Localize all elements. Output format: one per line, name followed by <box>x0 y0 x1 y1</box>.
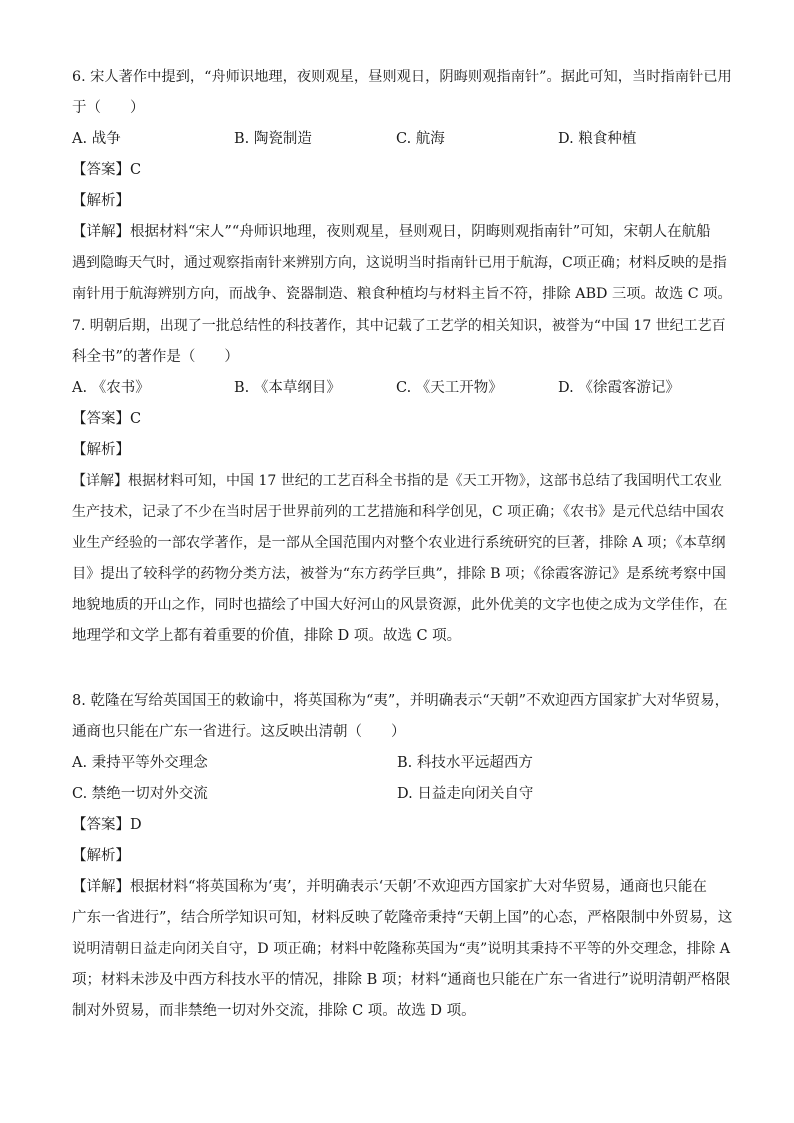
analysis-label: 【解析】 <box>72 193 130 209</box>
detail-explanation <box>72 217 732 310</box>
option-b: B. 《本草纲目》 <box>234 380 341 396</box>
question-6-stem-line-2: 于（ ） <box>72 100 145 116</box>
detail-line: 说明清朝日益走向闭关自守，D 项正确；材料中乾隆称英国为“夷”说明其秉持不平等的外交理念，排除 A <box>72 941 731 957</box>
detail-line: 生产技术，记录了不少在当时居于世界前列的工艺措施和科学创见，C 项正确；《农书》是元代总结中国农 <box>72 504 725 520</box>
question-6-options <box>72 124 732 155</box>
question-8 <box>72 686 732 1027</box>
question-6-stem-line-1: 6. 宋人著作中提到，“舟师识地理，夜则观星，昼则观日，阴晦则观指南针”。据此可知，当时指南针已用 <box>72 69 732 85</box>
option-c: C. 航海 <box>396 131 445 147</box>
detail-line: 业生产经验的一部农学著作，是一部从全国范围内对整个农业进行系统研究的巨著，排除 A 项；《本草纲 <box>72 535 726 551</box>
option-c: C. 《天工开物》 <box>396 380 503 396</box>
detail-explanation <box>72 466 732 652</box>
option-b: B. 陶瓷制造 <box>234 131 312 147</box>
option-a: A. 《农书》 <box>72 380 150 396</box>
option-a: A. 秉持平等外交理念 <box>72 755 208 771</box>
detail-line: 项；材料未涉及中西方科技水平的情况，排除 B 项；材料“通商也只能在广东一省进行”说明清朝严格限 <box>72 972 731 988</box>
analysis-label: 【解析】 <box>72 442 130 458</box>
question-8-stem-line-1: 8. 乾隆在写给英国国王的敕谕中，将英国称为“夷”，并明确表示“天朝”不欢迎西方国家扩大对华贸易， <box>72 693 730 709</box>
detail-line: 地貌地质的开山之作，同时也描绘了中国大好河山的风景资源，此外优美的文字也使之成为文学佳作，在 <box>72 597 728 613</box>
detail-line: 目》提出了较科学的药物分类方法，被誉为“东方药学巨典”，排除 B 项；《徐霞客游记》是系统考察中国 <box>72 566 726 582</box>
detail-line: 【详解】根据材料“宋人”“舟师识地理，夜则观星，昼则观日，阴晦则观指南针”可知，宋朝人在航船 <box>72 224 711 240</box>
question-8-options-row-1 <box>72 748 732 779</box>
option-b: B. 科技水平远超西方 <box>397 755 533 771</box>
detail-line: 制对外贸易，而非禁绝一切对外交流，排除 C 项。故选 D 项。 <box>72 1003 476 1019</box>
option-d: D. 粮食种植 <box>558 131 637 147</box>
question-7 <box>72 311 732 652</box>
option-d: D. 日益走向闭关自守 <box>397 786 534 802</box>
option-a: A. 战争 <box>72 131 121 147</box>
detail-line: 【详解】根据材料“将英国称为‘夷’，并明确表示‘天朝’不欢迎西方国家扩大对华贸易，通商也只能在 <box>72 879 707 895</box>
answer: 【答案】C <box>72 411 142 427</box>
question-7-stem-line-2: 科全书”的著作是（ ） <box>72 349 239 365</box>
detail-explanation <box>72 872 732 1027</box>
question-7-stem-line-1: 7. 明朝后期，出现了一批总结性的科技著作，其中记载了工艺学的相关知识，被誉为“中国 17 世纪工艺百 <box>72 318 726 334</box>
detail-line: 地理学和文学上都有着重要的价值，排除 D 项。故选 C 项。 <box>72 628 462 644</box>
question-6 <box>72 62 732 310</box>
question-8-stem-line-2: 通商也只能在广东一省进行。这反映出清朝（ ） <box>72 724 406 740</box>
option-d: D. 《徐霞客游记》 <box>558 380 680 396</box>
detail-line: 广东一省进行”，结合所学知识可知，材料反映了乾隆帝秉持“天朝上国”的心态，严格限制中外贸易，这 <box>72 910 733 926</box>
question-7-options <box>72 373 732 404</box>
answer: 【答案】C <box>72 162 142 178</box>
answer: 【答案】D <box>72 817 142 833</box>
detail-line: 南针用于航海辨别方向，而战争、瓷器制造、粮食种植均与材料主旨不符，排除 ABD 三项。故选 C 项。 <box>72 286 732 302</box>
option-c: C. 禁绝一切对外交流 <box>72 786 208 802</box>
analysis-label: 【解析】 <box>72 848 130 864</box>
detail-line: 遇到隐晦天气时，通过观察指南针来辨别方向，这说明当时指南针已用于航海，C项正确；材料反映的是指 <box>72 255 727 271</box>
question-8-options-row-2 <box>72 779 732 810</box>
detail-line: 【详解】根据材料可知，中国 17 世纪的工艺百科全书指的是《天工开物》，这部书总结了我国明代工农业 <box>72 473 722 489</box>
